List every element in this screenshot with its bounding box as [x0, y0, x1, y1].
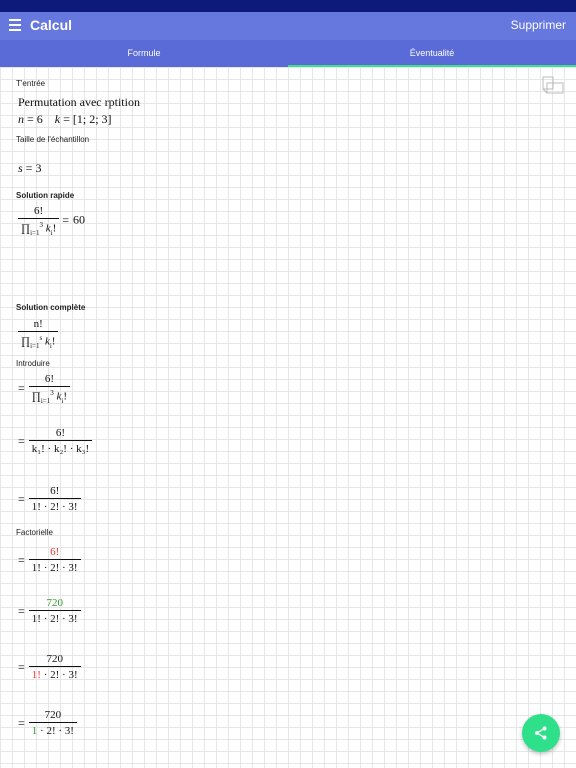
factorial-label: Factorielle [16, 528, 53, 537]
step4-denominator: 1! · 2! · 3! [29, 559, 81, 574]
step6-numerator: 720 [46, 653, 63, 665]
step-one-green: = $\frac{720}{1 \cdot 2! \cdot 3!}$ [18, 709, 77, 737]
step3-denominator: 1! · 2! · 3! [29, 498, 81, 513]
sample-size-value: s = 3 [18, 161, 42, 175]
sample-size-label: Taille de l'échantillon [16, 135, 90, 144]
step6-denominator [29, 666, 81, 681]
n-var: n [18, 112, 24, 126]
step5-denominator: 1! · 2! · 3! [29, 610, 81, 625]
full-denominator: $\prod_{i=1}^s$ $k_i$! [18, 331, 58, 350]
delete-button[interactable]: Supprimer [510, 18, 566, 32]
menu-icon[interactable] [9, 19, 21, 31]
full-numerator: n! [33, 318, 43, 330]
step7-numerator: 720 [44, 709, 62, 721]
step3-numerator: 6! [50, 485, 60, 497]
step6-den-highlight: 1! [31, 669, 41, 681]
step-substitute: = $\frac{6!}{1! \cdot 2! \cdot 3!}$ [18, 485, 81, 513]
s-var: s [18, 161, 23, 175]
status-bar [0, 0, 576, 12]
step2-numerator: 6! [55, 427, 66, 439]
quick-numerator: 6! [34, 205, 44, 217]
step4-numerator: 6! [50, 546, 60, 558]
step1-denominator: $\prod_{i=1}^3$ $k_i$! [29, 386, 70, 405]
tab-eventualite[interactable]: Éventualité [288, 40, 576, 67]
n-value: 6 [36, 112, 43, 126]
quick-denominator: $\prod_{i=1}^3$ $k_i$! [18, 218, 59, 237]
tab-formule[interactable]: Formule [127, 48, 161, 58]
step-factorial-green: = $\frac{720}{1! \cdot 2! \cdot 3!}$ [18, 597, 81, 625]
quick-result: 60 [73, 212, 86, 227]
step1-numerator: 6! [44, 373, 54, 385]
s-value: 3 [35, 161, 42, 175]
solution-content[interactable] [0, 67, 576, 768]
full-solution-label: Solution complète [16, 303, 86, 312]
input-label: T'entrée [16, 79, 46, 88]
quick-solution-formula: $\frac{6!}{\prod_{i=1}^3 k_i!}$ = 60 [18, 205, 85, 237]
k-value: [1; 2; 3] [72, 112, 112, 126]
step2-denominator: k₁! · k₂! · k₃! [29, 440, 92, 455]
step-one-red: = $\frac{720}{1! \cdot 2! \cdot 3!}$ [18, 653, 81, 681]
step7-den-rest: · 2! · 3! [37, 725, 74, 737]
step5-numerator: 720 [46, 597, 63, 609]
share-icon [534, 726, 548, 740]
app-bar [0, 12, 576, 40]
eraser-icon[interactable] [541, 75, 565, 95]
step7-denominator [29, 722, 77, 737]
share-button[interactable] [522, 714, 560, 752]
step-expand: = $\frac{6!}{\text{k₁! · k₂! · k₃!}}$ [18, 427, 92, 455]
step6-den-rest: · 2! · 3! [40, 669, 78, 681]
step7-den-highlight: 1 [31, 725, 38, 737]
quick-solution-label: Solution rapide [16, 191, 75, 200]
app-title: Calcul [30, 17, 73, 33]
input-values: n = 6 k = [1; 2; 3] [18, 112, 112, 126]
introduce-label: Introduire [16, 359, 50, 368]
k-var: k [54, 112, 61, 126]
problem-name: Permutation avec rptition [18, 95, 140, 109]
full-formula [18, 318, 58, 350]
tab-bar [0, 40, 576, 67]
step-factorial-red: = $\frac{6!}{1! \cdot 2! \cdot 3!}$ [18, 546, 81, 574]
step-introduce: = $\frac{6!}{\prod_{i=1}^3 k_i!}$ [18, 373, 70, 405]
